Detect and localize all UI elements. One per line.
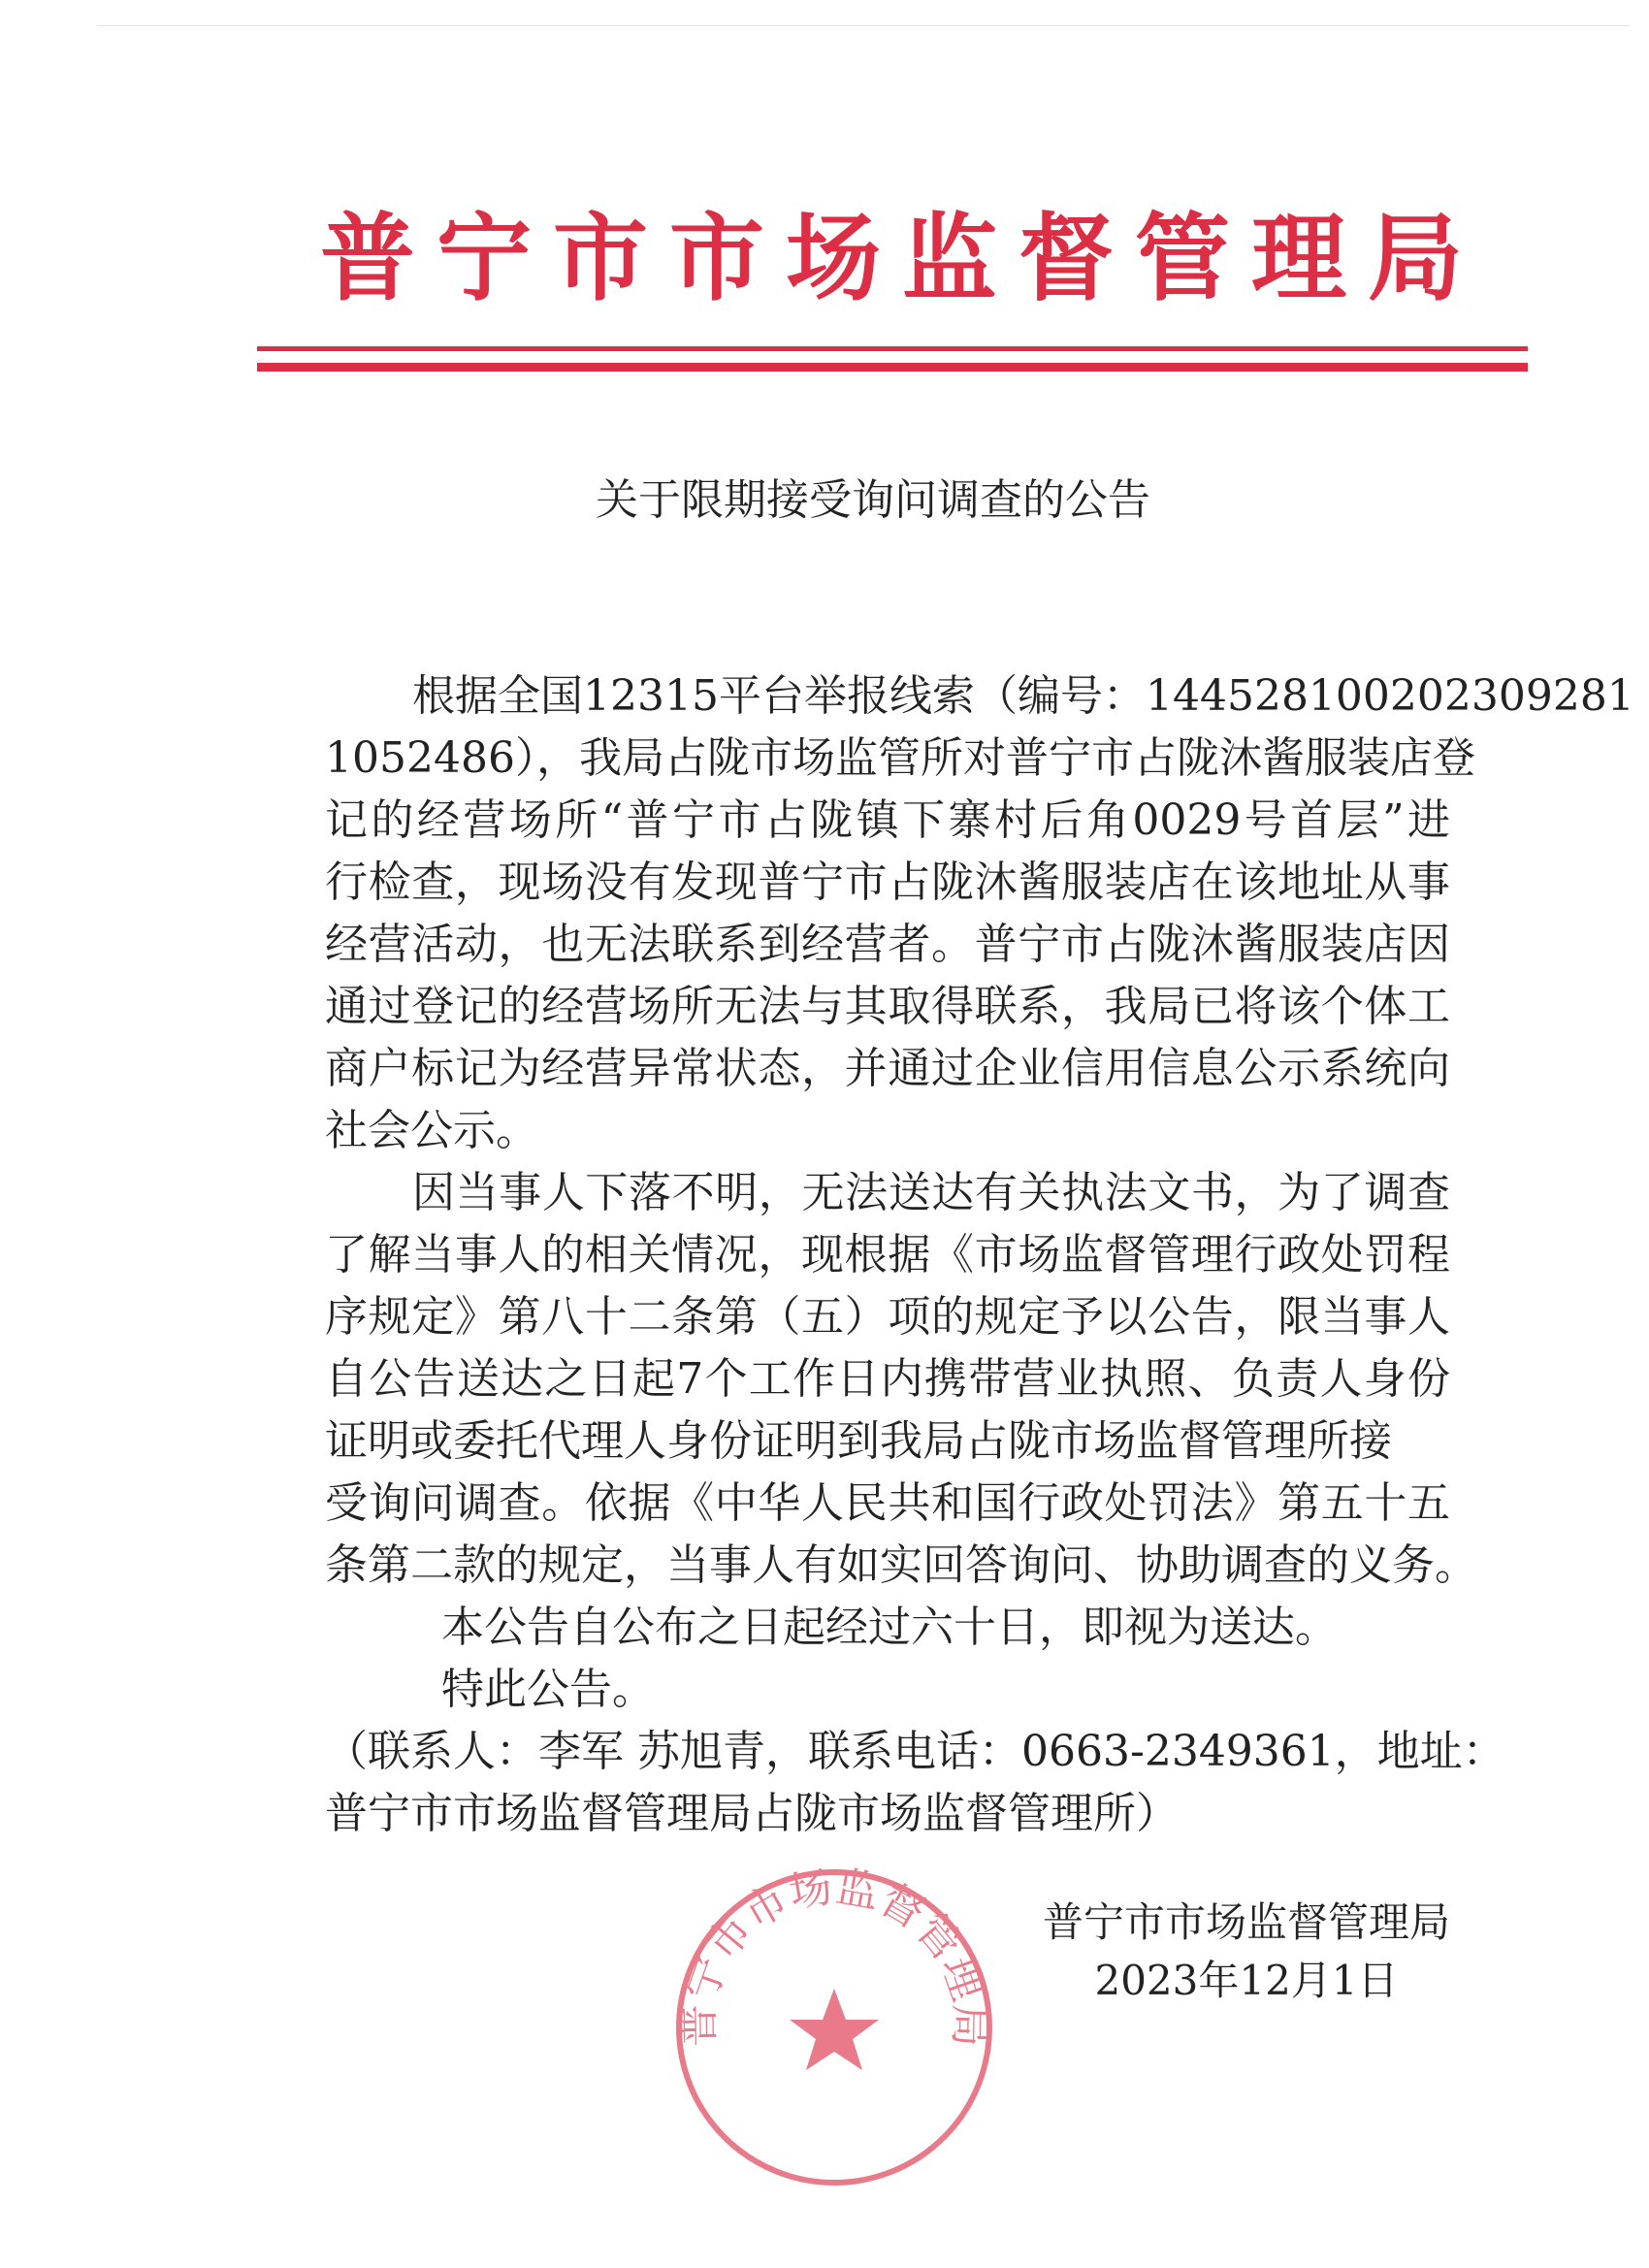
body-line: 根据全国12315平台举报线索（编号：144528100202309281: [412, 671, 1634, 721]
body-line: 自公告送达之日起7个工作日内携带营业执照、负责人身份: [325, 1354, 1450, 1404]
body-line: 受询问调查。依据《中华人民共和国行政处罚法》第五十五: [325, 1478, 1450, 1528]
body-line: 序规定》第八十二条第（五）项的规定予以公告，限当事人: [325, 1292, 1450, 1342]
body-line: 条第二款的规定，当事人有如实回答询问、协助调查的义务。: [325, 1540, 1477, 1590]
body-line: 1052486），我局占陇市场监管所对普宁市占陇沐酱服装店登: [325, 733, 1475, 783]
body-line: 社会公示。: [325, 1106, 538, 1155]
body-line: 了解当事人的相关情况，现根据《市场监督管理行政处罚程: [325, 1230, 1450, 1280]
body-line: 特此公告。: [441, 1665, 655, 1714]
letterhead-organization: 普宁市市场监督管理局: [320, 204, 1485, 314]
seal-text: 普宁市市场监督管理局: [673, 1863, 995, 2048]
document-title: 关于限期接受询问调查的公告: [596, 475, 1150, 525]
body-line: 通过登记的经营场所无法与其取得联系，我局已将该个体工: [325, 982, 1450, 1031]
body-line: 记的经营场所“普宁市占陇镇下寨村后角0029号首层”进: [325, 795, 1450, 845]
letterhead-rule-thick: [257, 363, 1528, 372]
body-line: 证明或委托代理人身份证明到我局占陇市场监督管理所接: [325, 1416, 1392, 1466]
issue-date: 2023年12月1日: [1094, 1957, 1399, 2004]
body-line: 经营活动，也无法联系到经营者。普宁市占陇沐酱服装店因: [325, 920, 1450, 969]
contact-line: （联系人：李军 苏旭青，联系电话：0663-2349361，地址：: [325, 1727, 1505, 1776]
letterhead-rule-thin: [257, 346, 1528, 351]
document-body: [325, 665, 1634, 1845]
official-seal: [669, 1863, 999, 2192]
issuer-name: 普宁市市场监督管理局: [1042, 1898, 1450, 1946]
body-line: 商户标记为经营异常状态，并通过企业信用信息公示系统向: [325, 1044, 1450, 1093]
body-line: 本公告自公布之日起经过六十日，即视为送达。: [441, 1603, 1338, 1652]
seal-star-icon: [790, 1989, 879, 2070]
body-line: 因当事人下落不明，无法送达有关执法文书，为了调查: [412, 1168, 1450, 1217]
signature-block: [1028, 1894, 1465, 2010]
contact-line: 普宁市市场监督管理局占陇市场监督管理所）: [325, 1789, 1179, 1838]
scan-edge-line: [97, 25, 1630, 26]
body-line: 行检查，现场没有发现普宁市占陇沐酱服装店在该地址从事: [325, 858, 1450, 907]
